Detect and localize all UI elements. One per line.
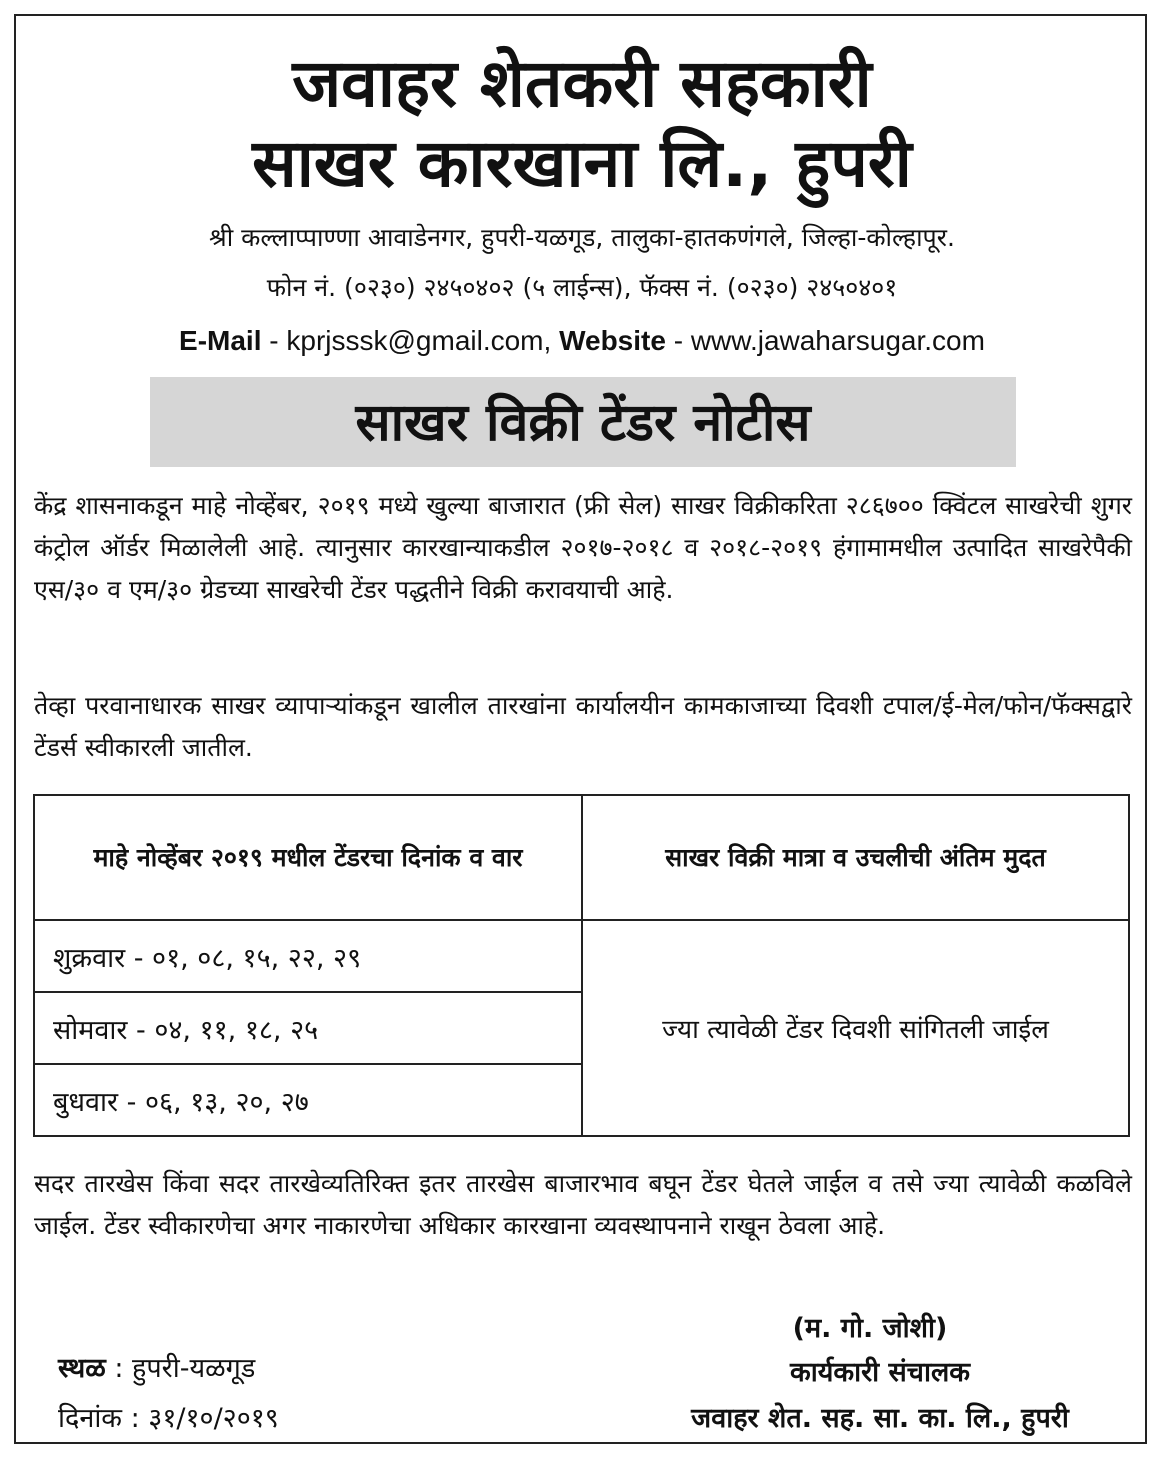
email-label: E-Mail (179, 325, 262, 356)
place (58, 1348, 255, 1385)
date-label: दिनांक (58, 1403, 123, 1434)
notice-title: साखर विक्री टेंडर नोटीस (355, 393, 811, 453)
signatory-organization: जवाहर शेत. सह. सा. का. लि., हुपरी (691, 1403, 1069, 1434)
table-row-wednesday: बुधवार - ०६, १३, २०, २७ (34, 1064, 582, 1136)
org-contact (0, 325, 1164, 357)
date-value: : ३१/१०/२०१९ (122, 1403, 279, 1434)
signatory-name: (म. गो. जोशी) (792, 1313, 948, 1344)
paragraph-sugar-order: केंद्र शासनाकडून माहे नोव्हेंबर, २०१९ मध्ये खुल्या बाजारात (फ्री सेल) साखर विक्रीकरिता २८६७०० क्विंटल साखरेची शुगर कंट्रोल ऑर्डर मिळालेली आहे. त्यानुसार कारखान्याकडील २०१७-२०१८ व २०१८-२०१९ हंगामामधील उत्पादित साखरेपैकी एस/३० व एम/३० ग्रेडच्या साखरेची टेंडर पद्धतीने विक्री करावयाची आहे. (34, 491, 1132, 604)
table-header-dates: माहे नोव्हेंबर २०१९ मधील टेंडरचा दिनांक व वार (34, 795, 582, 920)
table-row-monday: सोमवार - ०४, ११, १८, २५ (34, 992, 582, 1064)
signatory-title: कार्यकारी संचालक (790, 1357, 970, 1388)
table-cell-deadline: ज्या त्यावेळी टेंडर दिवशी सांगितली जाईल (582, 920, 1129, 1136)
place-value: : हुपरी-यळगूड (105, 1353, 256, 1384)
paragraph-tender-acceptance: तेव्हा परवानाधारक साखर व्यापाऱ्यांकडून खालील तारखांना कार्यालयीन कामकाजाच्या दिवशी टपाल/ई-मेल/फोन/फॅक्सद्वारे टेंडर्स स्वीकारली जातील. (34, 691, 1132, 762)
website-label: Website (559, 325, 666, 356)
paragraph-rights: सदर तारखेस किंवा सदर तारखेव्यतिरिक्त इतर तारखेस बाजारभाव बघून टेंडर घेतले जाईल व तसे ज्या त्यावेळी कळविले जाईल. टेंडर स्वीकारणेचा अगर नाकारणेचा अधिकार कारखाना व्यवस्थापनाने राखून ठेवला आहे. (34, 1169, 1132, 1240)
org-address: श्री कल्लाप्पाण्णा आवाडेनगर, हुपरी-यळगूड, तालुका-हातकणंगले, जिल्हा-कोल्हापूर. (209, 223, 955, 252)
table-row-friday: शुक्रवार - ०१, ०८, १५, २२, २९ (34, 920, 582, 992)
table-header-quantity: साखर विक्री मात्रा व उचलीची अंतिम मुदत (582, 795, 1129, 920)
tender-schedule-table (33, 794, 1130, 1137)
org-title-line2: साखर कारखाना लि., हुपरी (252, 125, 912, 202)
email-value: - kprjsssk@gmail.com, (261, 325, 560, 356)
date (58, 1398, 279, 1435)
place-label: स्थळ (58, 1353, 106, 1384)
org-title-line1: जवाहर शेतकरी सहकारी (292, 45, 872, 122)
org-phone-fax: फोन नं. (०२३०) २४५०४०२ (५ लाईन्स), फॅक्स नं. (०२३०) २४५०४०१ (266, 273, 898, 302)
website-value: - www.jawaharsugar.com (665, 325, 985, 356)
